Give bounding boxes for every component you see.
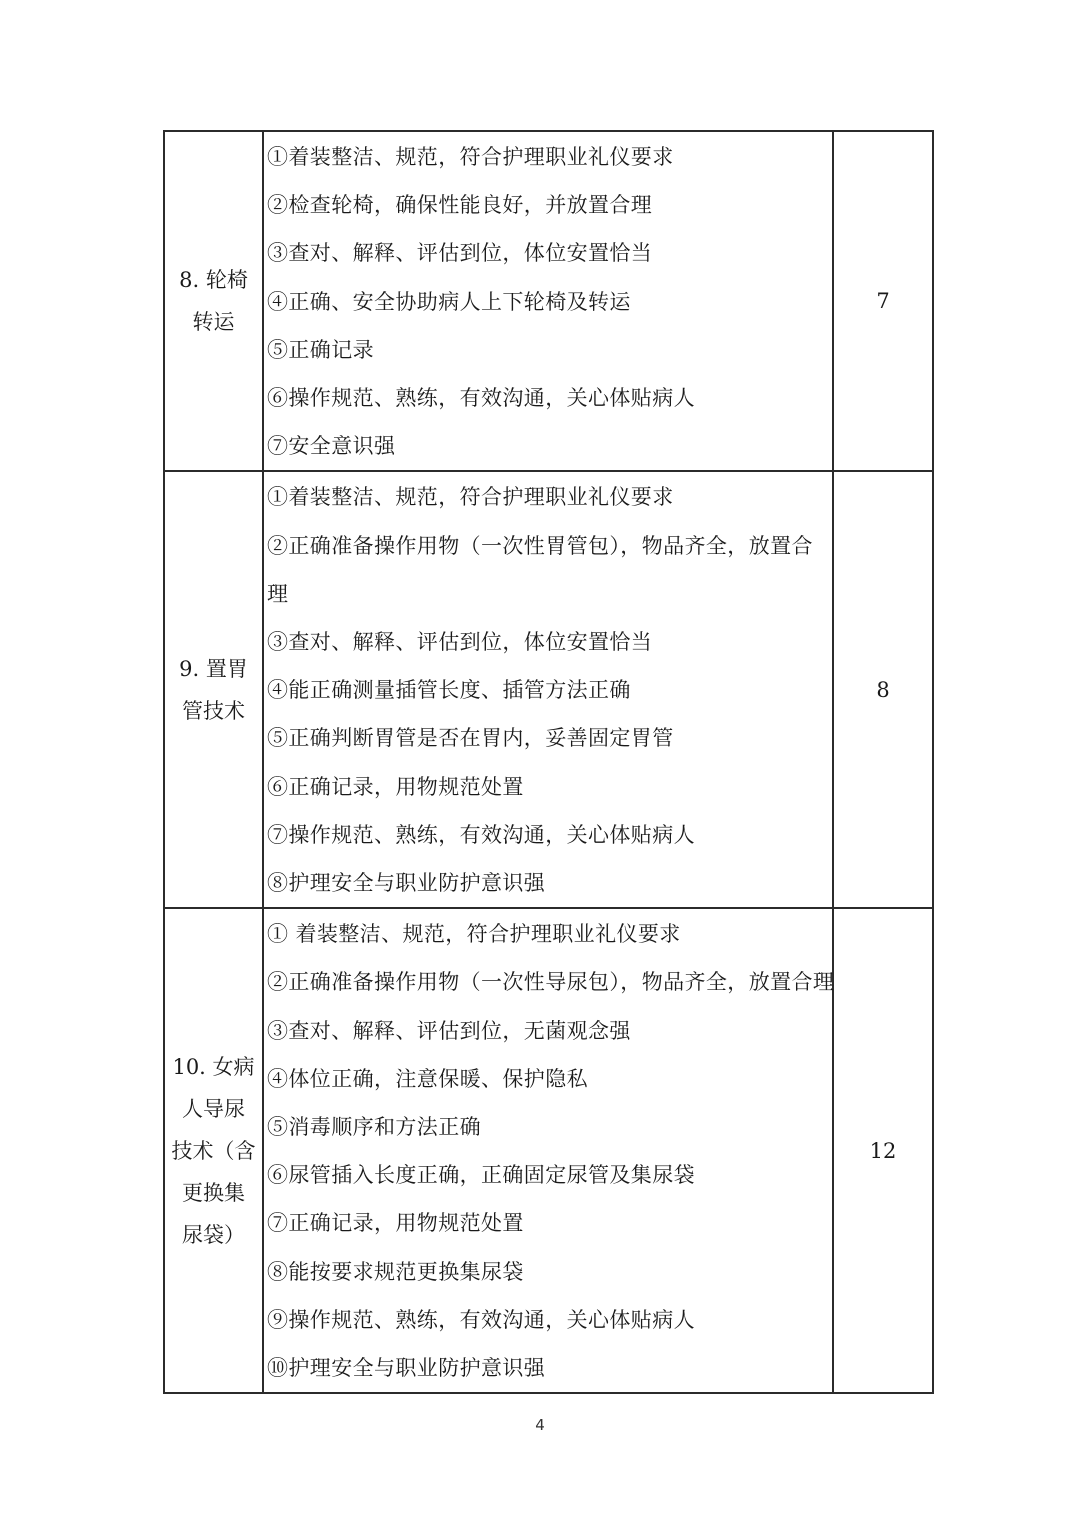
item-name-cell xyxy=(164,471,263,908)
requirement-item: ⑥操作规范、熟练，有效沟通，关心体贴病人 xyxy=(267,386,695,411)
table-row xyxy=(164,908,933,1393)
requirement-item: ⑩护理安全与职业防护意识强 xyxy=(267,1356,546,1381)
requirement-item: ①着装整洁、规范，符合护理职业礼仪要求 xyxy=(267,485,674,510)
requirement-item: ④体位正确，注意保暖、保护隐私 xyxy=(267,1066,588,1091)
item-name-line: 人导尿 xyxy=(182,1096,245,1121)
requirement-item: ⑤正确记录 xyxy=(267,337,374,362)
item-name-line: 9. 置胃 xyxy=(179,656,248,681)
score-cell: 7 xyxy=(833,131,933,471)
requirement-item: ⑦操作规范、熟练，有效沟通，关心体贴病人 xyxy=(267,822,695,847)
requirement-item: ⑤消毒顺序和方法正确 xyxy=(267,1115,481,1140)
requirements-cell xyxy=(263,471,833,908)
requirement-item: ⑦正确记录，用物规范处置 xyxy=(267,1211,524,1236)
requirement-item: ③查对、解释、评估到位，体位安置恰当 xyxy=(267,630,653,655)
item-name-line: 转运 xyxy=(192,310,235,335)
requirement-item: ① 着装整洁、规范，符合护理职业礼仪要求 xyxy=(267,922,681,947)
score-cell: 12 xyxy=(833,908,933,1393)
requirement-item: ①着装整洁、规范，符合护理职业礼仪要求 xyxy=(267,145,674,169)
requirement-item: ⑥尿管插入长度正确，正确固定尿管及集尿袋 xyxy=(267,1163,695,1188)
item-name-line: 10. 女病 xyxy=(172,1054,255,1079)
item-name-line: 技术（含 xyxy=(171,1138,256,1163)
page-number: 4 xyxy=(535,1416,545,1434)
requirement-item: ⑤正确判断胃管是否在胃内，妥善固定胃管 xyxy=(267,726,674,751)
item-name-cell xyxy=(164,131,263,471)
score-cell: 8 xyxy=(833,471,933,908)
requirement-item: ②检查轮椅，确保性能良好，并放置合理 xyxy=(267,193,653,218)
requirements-cell xyxy=(263,908,833,1393)
requirement-item: ⑧能按要求规范更换集尿袋 xyxy=(267,1259,524,1284)
requirement-item: ⑧护理安全与职业防护意识强 xyxy=(267,871,546,896)
item-name-line: 8. 轮椅 xyxy=(179,268,248,293)
item-name-cell xyxy=(164,908,263,1393)
requirement-item: ④能正确测量插管长度、插管方法正确 xyxy=(267,678,631,703)
table-row xyxy=(164,131,933,471)
item-name-line: 管技术 xyxy=(182,698,245,723)
requirement-item: ⑨操作规范、熟练，有效沟通，关心体贴病人 xyxy=(267,1307,695,1332)
item-name-line: 尿袋） xyxy=(182,1222,245,1247)
requirement-item: ②正确准备操作用物（一次性胃管包），物品齐全，放置合 xyxy=(267,533,813,558)
requirement-item: ⑦安全意识强 xyxy=(267,434,396,459)
requirement-item: ④正确、安全协助病人上下轮椅及转运 xyxy=(267,289,631,314)
requirements-cell xyxy=(263,131,833,471)
scoring-table xyxy=(163,130,934,1394)
table-row xyxy=(164,471,933,908)
item-name-line: 更换集 xyxy=(182,1180,245,1205)
requirement-item: ③查对、解释、评估到位，无菌观念强 xyxy=(267,1018,631,1043)
requirement-item: 理 xyxy=(267,581,289,606)
requirement-item: ⑥正确记录，用物规范处置 xyxy=(267,774,524,799)
requirement-item: ②正确准备操作用物（一次性导尿包），物品齐全，放置合理 xyxy=(267,970,835,995)
requirement-item: ③查对、解释、评估到位，体位安置恰当 xyxy=(267,241,653,266)
